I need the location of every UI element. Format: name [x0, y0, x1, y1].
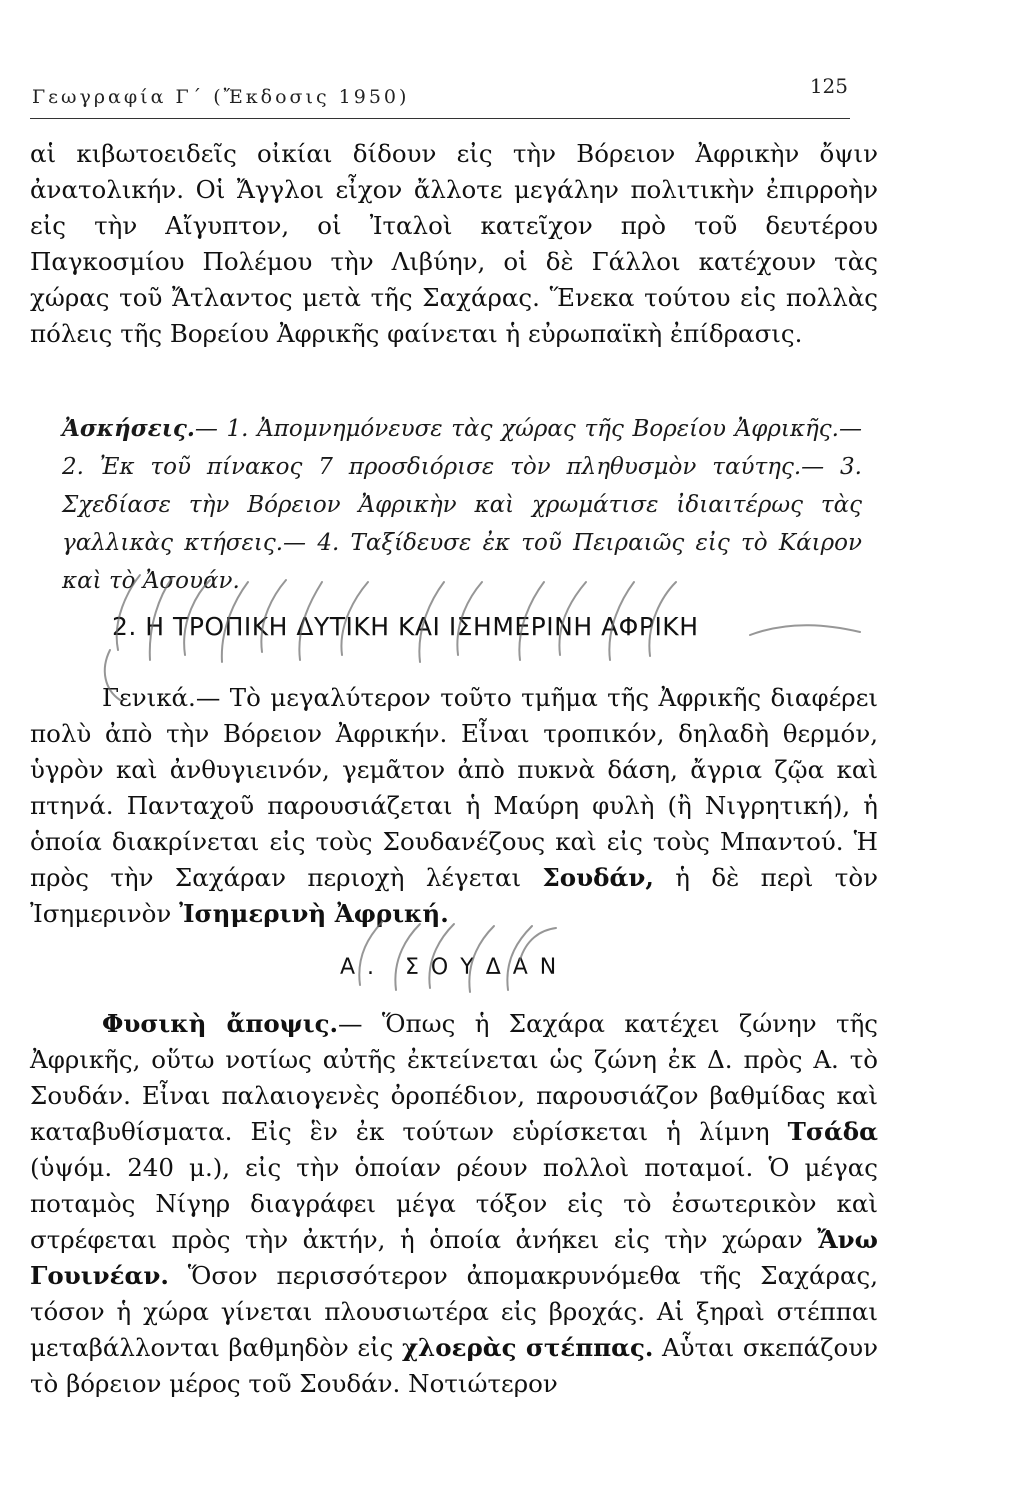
page-header	[32, 72, 848, 112]
exercises-label: Ἀσκήσεις.	[62, 415, 195, 442]
running-title: Γεωγραφία Γ΄ (Ἔκδοσις 1950)	[32, 86, 410, 108]
physical-bold-3: χλοερὰς στέππας.	[401, 1333, 654, 1362]
page-number: 125	[809, 74, 848, 98]
physical-text-3: Ὅσον περισσότερον ἀπομακρυνόμεθα τῆς Σαχάρας, τόσον ἡ χώρα γίνεται πλουσιωτέρα εἰς βροχάς. Αἱ ξηραὶ στέππαι μεταβάλλονται βαθμηδὸν εἰς	[30, 1261, 878, 1362]
general-paragraph	[30, 680, 878, 932]
intro-paragraph: αἱ κιβωτοειδεῖς οἰκίαι δίδουν εἰς τὴν Βόρειον Ἀφρικὴν ὄψιν ἀνατολικήν. Οἱ Ἄγγλοι εἶχον ἄλλοτε μεγάλην πολιτικὴν ἐπιρροὴν εἰς τὴν Αἴγυπτον, οἱ Ἰταλοὶ κατεῖχον πρὸ τοῦ δευτέρου Παγκοσμίου Πολέμου τὴν Λιβύην, οἱ δὲ Γάλλοι κατέχουν τὰς χώρας τοῦ Ἄτλαντος μετὰ τῆς Σαχάρας. Ἕνεκα τούτου εἰς πολλὰς πόλεις τῆς Βορείου Ἀφρικῆς φαίνεται ἡ εὐρωπαϊκὴ ἐπίδρασις.	[30, 139, 878, 348]
physical-lead: Φυσικὴ ἄποψις.	[102, 1009, 339, 1038]
subsection-heading: Α. ΣΟΥΔΑΝ	[340, 955, 569, 980]
exercises-paragraph	[62, 410, 862, 600]
general-text-2: ἡ δὲ περὶ τὸν Ἰσημερινὸν	[30, 863, 879, 928]
exercises-text: — 1. Ἀπομνημόνευσε τὰς χώρας τῆς Βορείου Ἀφρικῆς.— 2. Ἐκ τοῦ πίνακος 7 προσδιόρισε τὸν πληθυσμὸν ταύτης.— 3. Σχεδίασε τὴν Βόρειον Ἀφρικὴν καὶ χρωμάτισε ἰδιαιτέρως τὰς γαλλικὰς κτήσεις.— 4. Ταξίδευσε ἐκ τοῦ Πειραιῶς εἰς τὸ Κάιρον καὶ τὸ Ἀσουάν.	[62, 416, 862, 594]
section-heading: 2. Η ΤΡΟΠΙΚΗ ΔΥΤΙΚΗ ΚΑΙ ΙΣΗΜΕΡΙΝΗ ΑΦΡΙΚΗ	[112, 612, 699, 641]
physical-text-1: — Ὅπως ἡ Σαχάρα κατέχει ζώνην τῆς Ἀφρικῆς, οὕτω νοτίως αὐτῆς ἐκτείνεται ὡς ζώνη ἐκ Δ. πρὸς Α. τὸ Σουδάν. Εἶναι παλαιογενὲς ὀροπέδιον, παρουσιάζον βαθμίδας καὶ καταβυθίσματα. Εἰς ἓν ἐκ τούτων εὑρίσκεται ἡ λίμνη	[30, 1009, 878, 1146]
physical-bold-1: Τσάδα	[787, 1117, 878, 1146]
general-bold-1: Σουδάν,	[542, 863, 654, 892]
physical-bold-2: Ἄνω Γουινέαν.	[30, 1225, 878, 1290]
general-text-1: — Τὸ μεγαλύτερον τοῦτο τμῆμα τῆς Ἀφρικῆς διαφέρει πολὺ ἀπὸ τὴν Βόρειον Ἀφρικήν. Εἶναι τροπικόν, δηλαδὴ θερμόν, ὑγρὸν καὶ ἀνθυγιεινόν, γεμᾶτον ἀπὸ πυκνὰ δάση, ἄγρια ζῷα καὶ πτηνά. Πανταχοῦ παρουσιάζεται ἡ Μαύρη φυλὴ (ἢ Νιγρητική), ἡ ὁποία διακρίνεται εἰς τοὺς Σουδανέζους καὶ εἰς τοὺς Μπαντού. Ἡ πρὸς τὴν Σαχάραν περιοχὴ λέγεται	[30, 683, 878, 892]
physical-text-4: Αὗται σκεπάζουν τὸ βόρειον μέρος τοῦ Σουδάν. Νοτιώτερον	[30, 1333, 879, 1398]
physical-paragraph	[30, 1006, 878, 1402]
general-bold-2: Ἰσημερινὴ Ἀφρική.	[179, 899, 449, 928]
header-rule	[30, 118, 850, 119]
general-lead: Γενικά.	[102, 683, 196, 712]
physical-text-2: (ὑψόμ. 240 μ.), εἰς τὴν ὁποίαν ρέουν πολλοὶ ποταμοί. Ὁ μέγας ποταμὸς Νίγηρ διαγράφει μέγα τόξον εἰς τὸ ἐσωτερικὸν καὶ στρέφεται πρὸς τὴν ἀκτήν, ἡ ὁποία ἀνήκει εἰς τὴν χώραν	[30, 1153, 878, 1254]
